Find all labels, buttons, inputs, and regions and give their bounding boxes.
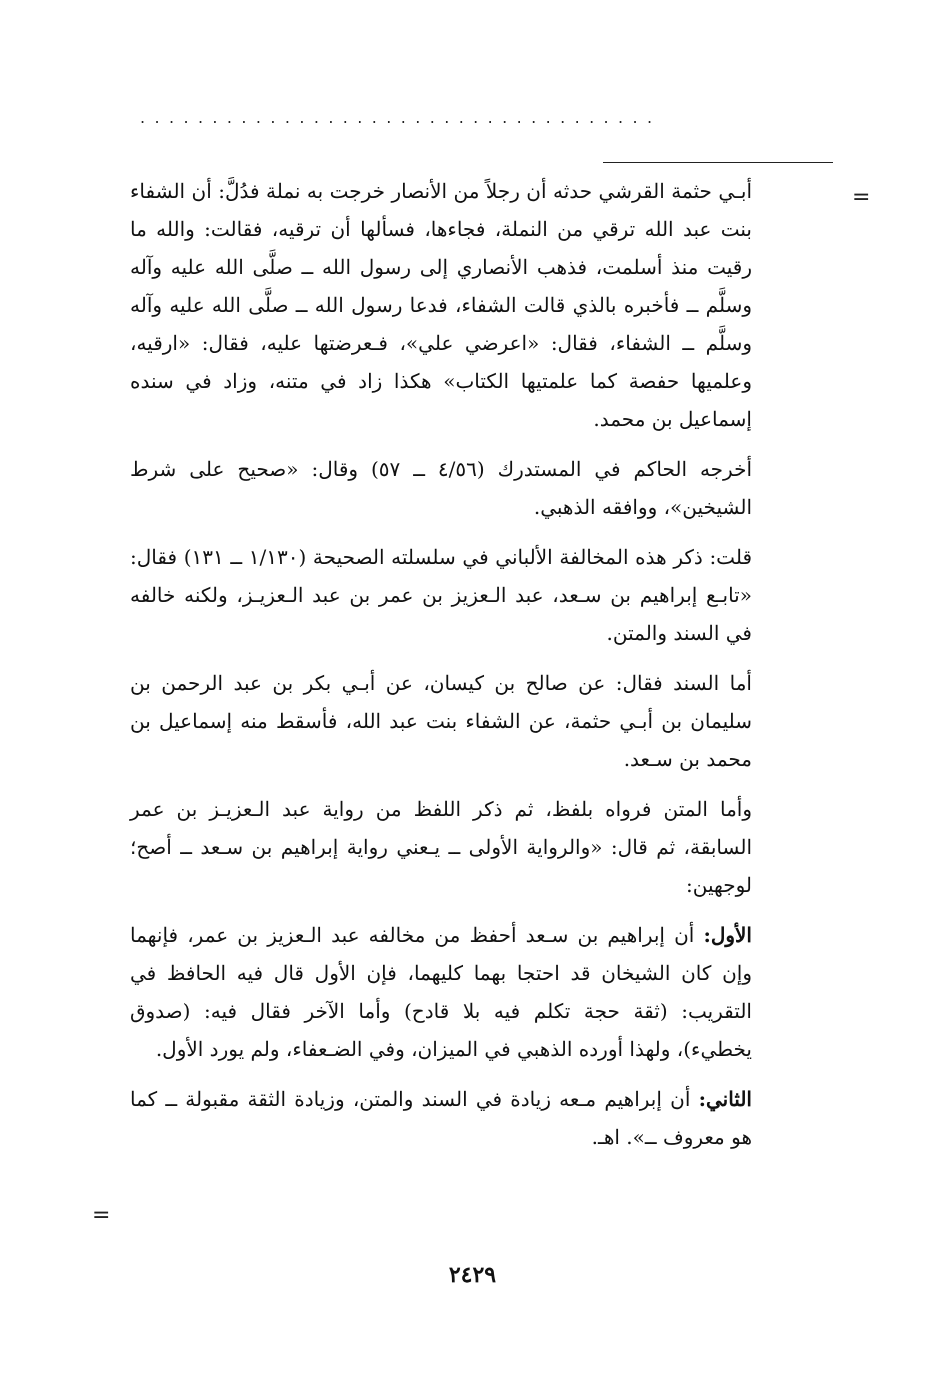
paragraph-text: أن إبراهيم بن سـعد أحفظ من مخالفه عبد الـعزيز بن عمر، فإنهما وإن كان الشيخان قد احتجا بهما كليهما، فإن الأول قال فيه الحافظ في التقريب: (ثقة حجة تكلم فيه بلا قادح) وأما الآخر فقال فيه: (صدوق يخطيء)، ولهذا أورده الذهبي في الميزان، وفي الضـعفاء، ولم يورد الأول.: [130, 923, 752, 1061]
page-number: ٢٤٢٩: [448, 1262, 497, 1288]
paragraph-lead: الثاني:: [698, 1087, 752, 1111]
continuation-marker-top: =: [852, 185, 871, 210]
footnote-separator: [603, 162, 833, 163]
paragraph-1: [130, 172, 752, 438]
paragraph-text: أما السند فقال: عن صالح بن كيسان، عن أبـي بكر بن عبد الرحمن بن سليمان بن أبـي حثمة، عن الشفاء بنت عبد الله، فأسقط منه إسماعيل بن محمد بن سـعد.: [130, 671, 752, 771]
paragraph-7: [130, 1080, 752, 1156]
paragraph-3: [130, 538, 752, 652]
paragraph-2: [130, 450, 752, 526]
paragraph-lead: الأول:: [703, 923, 752, 947]
paragraph-text: أن إبراهيم مـعه زيادة في السند والمتن، وزيادة الثقة مقبولة ــ كما هو معروف ــ». اهـ.: [130, 1087, 752, 1149]
paragraph-text: قلت: ذكر هذه المخالفة الألباني في سلسلته الصحيحة (١/١٣٠ ــ ١٣١) فقال: «تابـع إبراهيم بن سـعد، عبد الـعزيز بن عمر بن عبد الـعزيـز، ولكنه خالفه في السند والمتن.: [130, 545, 753, 645]
paragraph-text: أبـي حثمة القرشي حدثه أن رجلاً من الأنصار خرجت به نملة فدُلَّ: أن الشفاء بنت عبد الله ترقي من النملة، فجاءها، فسألها أن ترقيه، فقالت: والله ما رقيت منذ أسلمت، فذهب الأنصاري إلى رسول الله ــ صلَّى الله عليه وآله وسلَّم ــ فأخبره بالذي قالت الشفاء، فدعا رسول الله ــ صلَّى الله عليه وآله وسلَّم ــ الشفاء، فقال: «اعرضي علي»، فـعرضتها عليه، فقال: «ارقيه، وعلميها حفصة كما علمتيها الكتاب» هكذا زاد في متنه، وزاد في سنده إسماعيل بن محمد.: [130, 179, 752, 431]
footnote-body: [130, 172, 752, 1168]
paragraph-6: [130, 916, 752, 1068]
paragraph-5: [130, 790, 752, 904]
paragraph-4: [130, 664, 752, 778]
paragraph-text: أخرجه الحاكم في المستدرك (٤/٥٦ ــ ٥٧) وقال: «صحيح على شرط الشيخين»، ووافقه الذهبي.: [130, 457, 752, 519]
header-dotted-line: ....................................: [140, 108, 662, 127]
paragraph-text: وأما المتن فرواه بلفظ، ثم ذكر اللفظ من رواية عبد الـعزيـز بن عمر السابقة، ثم قال: «والرواية الأولى ــ يـعني رواية إبراهيم بن سـعد ــ أصح؛ لوجهين:: [130, 797, 752, 897]
continuation-marker-bottom: =: [92, 1203, 111, 1228]
